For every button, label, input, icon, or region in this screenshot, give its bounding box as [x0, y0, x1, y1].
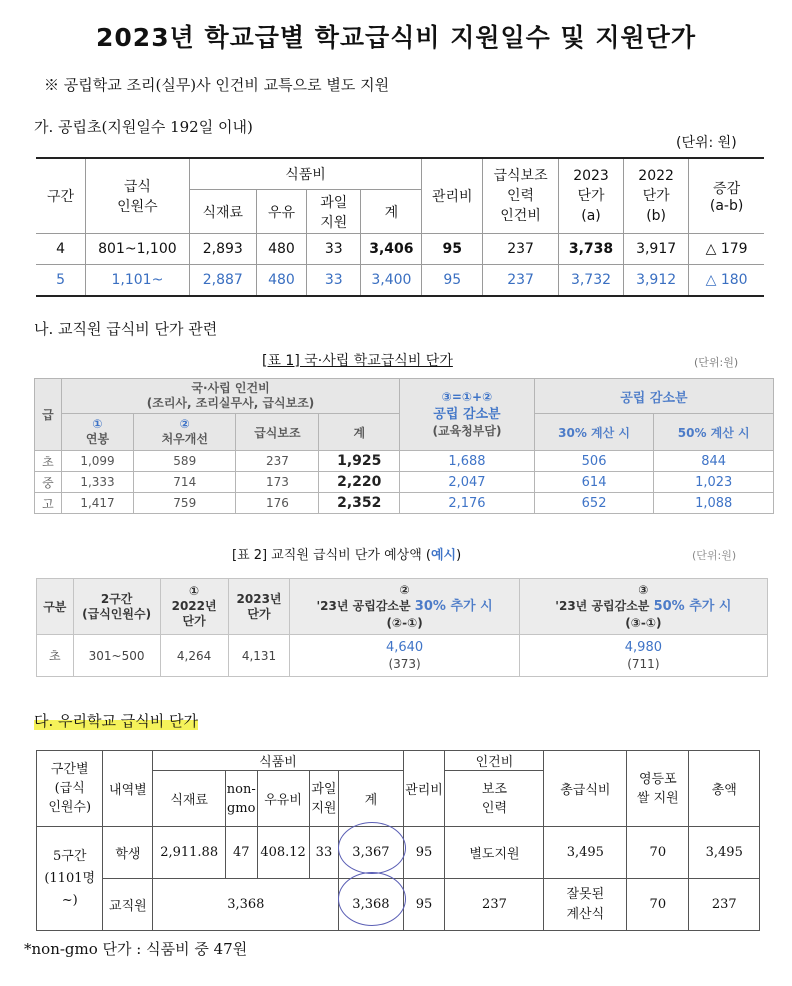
cell-band: 5 [36, 265, 86, 297]
header-diff: 증감 (a-b) [689, 158, 764, 234]
cell-fruit: 33 [307, 265, 361, 297]
num-3: ③ [638, 583, 649, 597]
cell-30pct: 506 [534, 451, 654, 472]
cell-salary: 1,333 [61, 472, 133, 493]
table2-unit: (단위:원) [692, 549, 737, 562]
cell-headcount: 1,101~ [86, 265, 190, 297]
header-milk: 우유 [256, 190, 306, 234]
labor-group-sub: (조리사, 조리실무사, 급식보조) [146, 396, 315, 410]
cell-admin: 95 [422, 265, 483, 297]
cell-assist: 237 [236, 451, 319, 472]
header-improvement [134, 414, 236, 451]
footnote: *non-gmo 단가 : 식품비 중 47원 [24, 940, 248, 958]
header-labor: 급식보조 인력 인건비 [483, 158, 559, 234]
private-school-price-table [34, 378, 774, 514]
hand-circle-mark [338, 872, 406, 926]
cell-nongmo: 47 [225, 827, 257, 879]
cell-subtotal: 3,406 [361, 234, 422, 265]
header-total: 계 [319, 414, 400, 451]
cell-item: 학생 [103, 827, 153, 879]
table-row [36, 265, 764, 297]
header-total: 총액 [689, 751, 760, 827]
cell-50pct: 844 [654, 451, 774, 472]
cell-milk: 408.12 [257, 827, 309, 879]
cell-2022-price: 3,917 [624, 234, 689, 265]
cell-assist: 176 [236, 493, 319, 514]
cell-level: 초 [35, 451, 62, 472]
header-band: 구간별 (급식 인원수) [37, 751, 103, 827]
estimate-50-pct: 50% 추가 시 [653, 599, 732, 614]
cell-rice: 70 [627, 879, 689, 931]
header-subtotal: 계 [361, 190, 422, 234]
estimate-50-label: '23년 공립감소분 [555, 599, 650, 613]
estimate-30-formula: (②-①) [386, 616, 423, 630]
cell-50pct: 1,088 [654, 493, 774, 514]
header-ingredients: 식재료 [153, 771, 226, 827]
cell-assist: 173 [236, 472, 319, 493]
header-50pct: 50% 계산 시 [654, 414, 774, 451]
header-estimate-50 [519, 579, 767, 635]
cell-fruit: 33 [309, 827, 339, 879]
header-public-group: 공립 감소분 [534, 379, 773, 414]
cell-improvement: 589 [134, 451, 236, 472]
staff-price-estimate-table [36, 578, 768, 677]
cell-item: 교직원 [103, 879, 153, 931]
header-total-meal: 총급식비 [544, 751, 627, 827]
header-milk: 우유비 [257, 771, 309, 827]
estimate-30-value: 4,640 [385, 639, 424, 655]
cell-support: 237 [445, 879, 544, 931]
cell-fruit: 33 [307, 234, 361, 265]
header-labor-group [61, 379, 399, 414]
num-1: ① [189, 584, 200, 598]
reduction-sub: (교육청부담) [432, 424, 502, 438]
table2-caption-close: ) [456, 548, 462, 563]
header-2022 [160, 579, 228, 635]
table1-caption: [표 1] 국·사립 학교급식비 단가 [262, 353, 453, 369]
estimate-50-diff: (711) [627, 656, 660, 671]
cell-estimate-50 [519, 635, 767, 677]
cell-ingredients: 2,911.88 [153, 827, 226, 879]
cell-subtotal: 3,400 [361, 265, 422, 297]
table-row [37, 635, 768, 677]
note-labor-support: ※ 공립학교 조리(실무)사 인건비 교특으로 별도 지원 [44, 76, 390, 94]
cell-2023: 4,131 [228, 635, 290, 677]
cell-30pct: 614 [534, 472, 654, 493]
header-food: 식품비 [153, 751, 403, 771]
hand-circle-mark [338, 822, 406, 874]
header-30pct: 30% 계산 시 [534, 414, 654, 451]
estimate-30-label: '23년 공립감소분 [316, 599, 411, 613]
header-admin: 관리비 [403, 751, 445, 827]
cell-headcount: 801~1,100 [86, 234, 190, 265]
table-row [35, 451, 774, 472]
cell-diff: △ 179 [689, 234, 764, 265]
header-salary [61, 414, 133, 451]
cell-rice: 70 [627, 827, 689, 879]
num-1: ① [92, 417, 103, 431]
header-ingredients: 식재료 [189, 190, 256, 234]
num-2: ② [179, 417, 190, 431]
header-support: 보조 인력 [445, 771, 544, 827]
table1-unit: (단위:원) [694, 356, 739, 369]
cell-improvement: 759 [134, 493, 236, 514]
labor-group-title: 국·사립 인건비 [191, 381, 270, 395]
cell-support: 별도지원 [445, 827, 544, 879]
header-fruit: 과일 지원 [307, 190, 361, 234]
header-labor: 인건비 [445, 751, 544, 771]
section-c-heading [34, 710, 198, 731]
section-a-heading: 가. 공립초(지원일수 192일 이내) [34, 118, 253, 136]
salary-label: 연봉 [85, 432, 110, 446]
cell-total: 1,925 [319, 451, 400, 472]
header-2022-label: 2022년 단가 [171, 599, 217, 628]
header-rice: 영등포 쌀 지원 [627, 751, 689, 827]
header-band2: 2구간 (급식인원수) [73, 579, 160, 635]
cell-2022: 4,264 [160, 635, 228, 677]
header-assist: 급식보조 [236, 414, 319, 451]
header-food: 식품비 [189, 158, 422, 190]
cell-total: 237 [689, 879, 760, 931]
cell-milk: 480 [256, 234, 306, 265]
cell-total: 3,495 [689, 827, 760, 879]
cell-food-merged: 3,368 [153, 879, 339, 931]
table-row [35, 472, 774, 493]
cell-admin: 95 [403, 879, 445, 931]
formula-label: ③=①+② [441, 390, 493, 404]
cell-total: 2,220 [319, 472, 400, 493]
cell-2023-price: 3,738 [558, 234, 623, 265]
cell-band: 4 [36, 234, 86, 265]
reduction-label: 공립 감소분 [433, 407, 501, 422]
table2-caption-example: 예시 [430, 548, 457, 563]
cell-ingredients: 2,893 [189, 234, 256, 265]
cell-band: 301~500 [73, 635, 160, 677]
cell-ingredients: 2,887 [189, 265, 256, 297]
cell-band: 5구간 (1101명~) [37, 827, 103, 931]
header-2022-price: 2022 단가 (b) [624, 158, 689, 234]
estimate-30-pct: 30% 추가 시 [414, 599, 493, 614]
public-elementary-price-table [36, 157, 764, 297]
cell-total-meal: 3,495 [544, 827, 627, 879]
cell-total-meal: 잘못된 계산식 [544, 879, 627, 931]
table2-caption [232, 544, 461, 563]
header-band: 구간 [36, 158, 86, 234]
header-fruit: 과일 지원 [309, 771, 339, 827]
estimate-30-diff: (373) [388, 656, 421, 671]
header-2023: 2023년 단가 [228, 579, 290, 635]
estimate-50-value: 4,980 [624, 639, 662, 655]
header-level: 급 [35, 379, 62, 451]
header-public-reduction [400, 379, 535, 451]
section-c-heading-text: 다. 우리학교 급식비 단가 [34, 712, 198, 730]
table-row [36, 234, 764, 265]
cell-level: 고 [35, 493, 62, 514]
header-2023-price: 2023 단가 (a) [558, 158, 623, 234]
table-row [35, 493, 774, 514]
cell-2022-price: 3,912 [624, 265, 689, 297]
cell-total: 2,352 [319, 493, 400, 514]
header-admin: 관리비 [422, 158, 483, 234]
cell-level: 중 [35, 472, 62, 493]
header-subtotal: 계 [339, 771, 403, 827]
cell-milk: 480 [256, 265, 306, 297]
cell-diff: △ 180 [689, 265, 764, 297]
cell-estimate-30 [290, 635, 519, 677]
section-a-unit: (단위: 원) [676, 135, 737, 151]
cell-improvement: 714 [134, 472, 236, 493]
cell-reduction: 1,688 [400, 451, 535, 472]
cell-kind: 초 [37, 635, 74, 677]
header-item: 내역별 [103, 751, 153, 827]
header-nongmo: non- gmo [225, 771, 257, 827]
cell-salary: 1,417 [61, 493, 133, 514]
page-title: 2023년 학교급별 학교급식비 지원일수 및 지원단가 [96, 23, 696, 52]
cell-50pct: 1,023 [654, 472, 774, 493]
improvement-label: 처우개선 [161, 432, 208, 446]
cell-subtotal: 3,368 [339, 879, 403, 931]
header-headcount: 급식 인원수 [86, 158, 190, 234]
cell-30pct: 652 [534, 493, 654, 514]
cell-labor: 237 [483, 265, 559, 297]
table2-caption-text: [표 2] 교직원 급식비 단가 예상액 ( [232, 548, 431, 563]
cell-subtotal: 3,367 [339, 827, 403, 879]
num-2: ② [399, 583, 410, 597]
estimate-50-formula: (③-①) [625, 616, 662, 630]
header-estimate-30 [290, 579, 519, 635]
cell-labor: 237 [483, 234, 559, 265]
section-b-heading: 나. 교직원 급식비 단가 관련 [34, 320, 218, 338]
cell-admin: 95 [403, 827, 445, 879]
header-kind: 구분 [37, 579, 74, 635]
cell-admin: 95 [422, 234, 483, 265]
cell-salary: 1,099 [61, 451, 133, 472]
cell-2023-price: 3,732 [558, 265, 623, 297]
cell-reduction: 2,047 [400, 472, 535, 493]
cell-reduction: 2,176 [400, 493, 535, 514]
